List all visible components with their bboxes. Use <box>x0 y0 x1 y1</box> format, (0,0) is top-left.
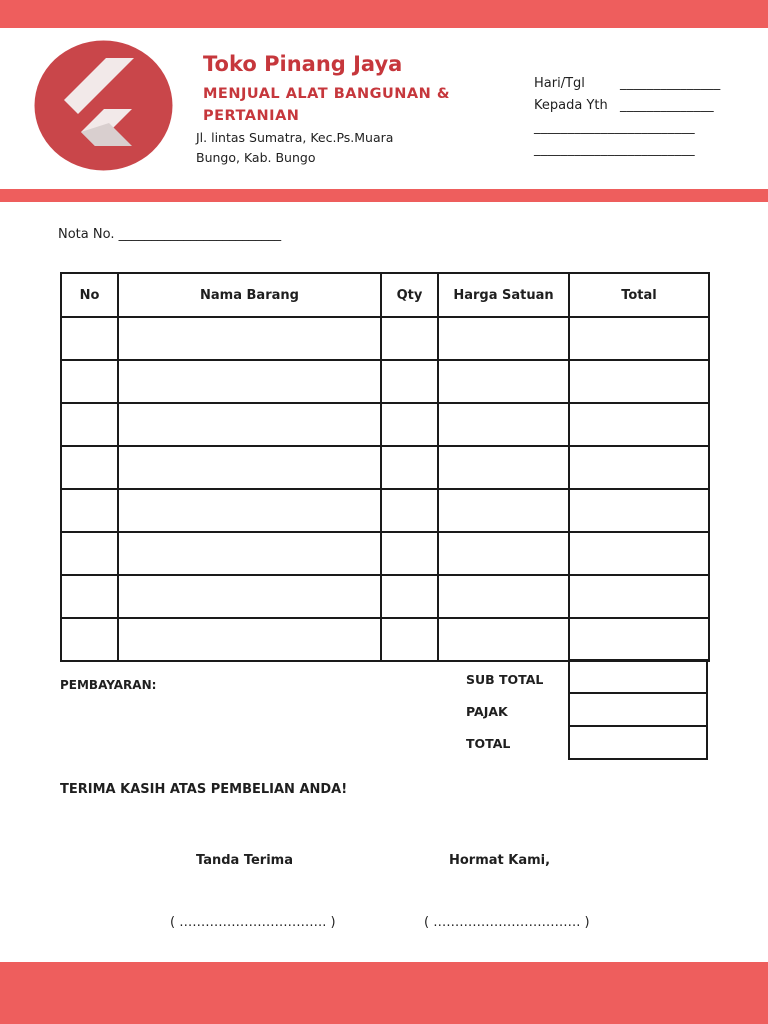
cell-unit-price[interactable] <box>438 489 569 532</box>
cell-no[interactable] <box>61 575 118 618</box>
bottom-band <box>0 962 768 1024</box>
table-row <box>61 489 709 532</box>
cell-qty[interactable] <box>381 446 438 489</box>
shop-name: Toko Pinang Jaya <box>203 52 403 76</box>
table-header-row <box>61 273 709 317</box>
date-field[interactable]: _______________ <box>620 76 721 91</box>
cell-no[interactable] <box>61 446 118 489</box>
recipient-line-2[interactable]: ________________________ <box>534 120 695 135</box>
cell-unit-price[interactable] <box>438 403 569 446</box>
receiver-signature-line[interactable]: ( ……………………………. ) <box>170 915 336 930</box>
total-cell[interactable] <box>569 726 707 759</box>
cell-no[interactable] <box>61 403 118 446</box>
column-header-qty: Qty <box>381 273 438 317</box>
subtotal-label: SUB TOTAL <box>466 672 544 687</box>
invoice-number-field[interactable]: _________________________ <box>118 227 282 242</box>
shop-address: Jl. lintas Sumatra, Kec.Ps.Muara Bungo, Kab. Bungo <box>196 130 394 165</box>
shop-tagline: MENJUAL ALAT BANGUNAN & PERTANIAN <box>203 86 450 124</box>
thank-you-message: TERIMA KASIH ATAS PEMBELIAN ANDA! <box>60 782 348 797</box>
recipient-label: Kepada Yth <box>534 98 608 113</box>
cell-total[interactable] <box>569 532 709 575</box>
cell-total[interactable] <box>569 403 709 446</box>
cell-item-name[interactable] <box>118 532 381 575</box>
cell-no[interactable] <box>61 618 118 661</box>
cell-item-name[interactable] <box>118 360 381 403</box>
cell-unit-price[interactable] <box>438 317 569 360</box>
cell-item-name[interactable] <box>118 446 381 489</box>
subtotal-cell[interactable] <box>569 660 707 693</box>
cell-no[interactable] <box>61 532 118 575</box>
sender-signature-line[interactable]: ( ……………………………. ) <box>424 915 590 930</box>
invoice-number <box>58 227 281 242</box>
cell-unit-price[interactable] <box>438 360 569 403</box>
cell-total[interactable] <box>569 618 709 661</box>
cell-item-name[interactable] <box>118 575 381 618</box>
items-table-body <box>61 317 709 661</box>
summary-table <box>568 659 708 760</box>
table-row <box>61 403 709 446</box>
table-row <box>61 317 709 360</box>
header-divider-band <box>0 189 768 202</box>
top-band <box>0 0 768 28</box>
date-label: Hari/Tgl <box>534 76 585 91</box>
invoice-number-label: Nota No. <box>58 227 115 242</box>
cell-total[interactable] <box>569 489 709 532</box>
cell-item-name[interactable] <box>118 618 381 661</box>
recipient-field[interactable]: ______________ <box>620 98 714 113</box>
receiver-signature-label: Tanda Terima <box>196 853 293 868</box>
cell-unit-price[interactable] <box>438 618 569 661</box>
table-row <box>61 575 709 618</box>
items-table <box>60 272 710 662</box>
cell-qty[interactable] <box>381 360 438 403</box>
cell-qty[interactable] <box>381 317 438 360</box>
tax-label: PAJAK <box>466 704 508 719</box>
cell-qty[interactable] <box>381 532 438 575</box>
cell-total[interactable] <box>569 360 709 403</box>
cell-qty[interactable] <box>381 403 438 446</box>
cell-qty[interactable] <box>381 575 438 618</box>
cell-unit-price[interactable] <box>438 575 569 618</box>
cell-item-name[interactable] <box>118 317 381 360</box>
cell-item-name[interactable] <box>118 489 381 532</box>
total-label: TOTAL <box>466 736 511 751</box>
cell-unit-price[interactable] <box>438 446 569 489</box>
column-header-unit-price: Harga Satuan <box>438 273 569 317</box>
table-row <box>61 532 709 575</box>
flutter-like-chevron-logo <box>34 40 173 171</box>
table-row <box>61 446 709 489</box>
cell-total[interactable] <box>569 446 709 489</box>
cell-qty[interactable] <box>381 489 438 532</box>
table-row <box>61 618 709 661</box>
cell-total[interactable] <box>569 575 709 618</box>
column-header-total: Total <box>569 273 709 317</box>
column-header-item-name: Nama Barang <box>118 273 381 317</box>
cell-qty[interactable] <box>381 618 438 661</box>
cell-total[interactable] <box>569 317 709 360</box>
sender-signature-label: Hormat Kami, <box>449 853 551 868</box>
cell-unit-price[interactable] <box>438 532 569 575</box>
column-header-no: No <box>61 273 118 317</box>
recipient-line-3[interactable]: ________________________ <box>534 142 695 157</box>
cell-no[interactable] <box>61 489 118 532</box>
cell-no[interactable] <box>61 317 118 360</box>
cell-item-name[interactable] <box>118 403 381 446</box>
table-row <box>61 360 709 403</box>
tax-cell[interactable] <box>569 693 707 726</box>
payment-label: PEMBAYARAN: <box>60 678 157 692</box>
cell-no[interactable] <box>61 360 118 403</box>
